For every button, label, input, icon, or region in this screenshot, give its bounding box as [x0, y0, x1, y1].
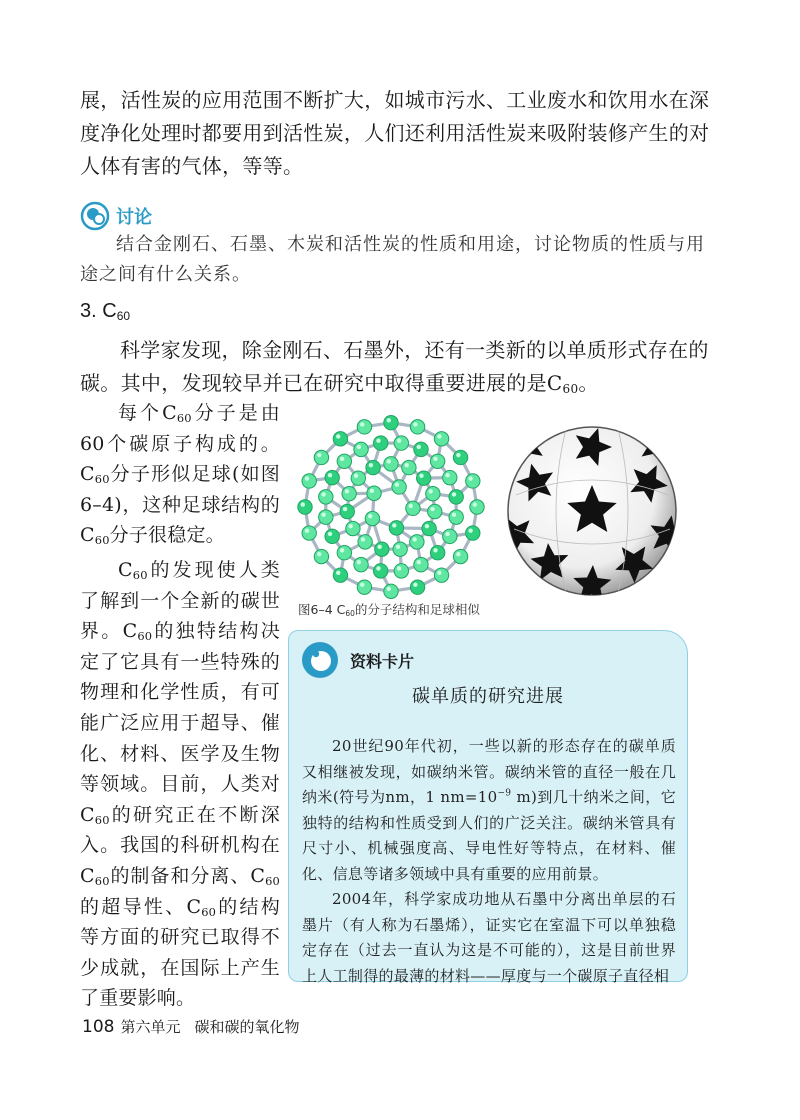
card-p1-b: m)到几十纳米之间，它独特的结构和性质受到人们的广泛关注。碳纳米管具有尺寸小、机械强度高、导电性好等特点，在材料、催化、信息等诸多领域中具有重要的应用前景。 — [302, 788, 676, 883]
p4-d: 的研究正在不断深入。我国的科研机构在C — [80, 803, 280, 887]
c60-atom-highlight — [354, 474, 358, 478]
c60-atom — [325, 529, 339, 543]
c60-atom-highlight — [369, 463, 373, 467]
c60-atom — [342, 486, 356, 500]
c60-atom — [357, 420, 371, 434]
c60-atom — [337, 546, 351, 560]
c60-atom — [393, 542, 407, 556]
c60-atom-highlight — [395, 482, 399, 486]
c60-atom — [406, 501, 420, 515]
c60-atom-highlight — [370, 489, 374, 493]
c60-atom-highlight — [317, 552, 321, 556]
c60-atom — [365, 511, 379, 525]
c60-atom — [384, 457, 398, 471]
c60-atom-highlight — [321, 513, 325, 517]
section-number: 3. — [80, 300, 97, 322]
c60-atom-highlight — [425, 524, 429, 528]
section-title: C — [102, 300, 117, 322]
c60-atom — [392, 480, 406, 494]
chapter-label: 第六单元 — [120, 1018, 181, 1036]
c60-atom-highlight — [357, 445, 361, 449]
p3-d: 分子很稳定。 — [109, 524, 225, 547]
discussion-icon — [80, 201, 110, 231]
info-card-paragraph-1 — [302, 734, 676, 887]
p4-e: 的制备和分离、C — [109, 864, 266, 887]
card-p1-sup: −9 — [497, 788, 512, 799]
c60-atom — [394, 436, 408, 450]
c60-atom — [414, 442, 428, 456]
c60-atom-highlight — [428, 489, 432, 493]
info-card-label: 资料卡片 — [350, 651, 415, 671]
p4-f-sub: 60 — [201, 904, 217, 919]
c60-atom — [416, 471, 430, 485]
section-heading — [80, 300, 130, 323]
page-footer — [82, 1016, 299, 1037]
c60-atom-highlight — [360, 583, 364, 587]
c60-atom — [443, 529, 457, 543]
p2-end: 。 — [578, 371, 599, 395]
left-column-text — [80, 398, 280, 1014]
c60-atom-highlight — [317, 453, 321, 457]
p2-text: 科学家发现，除金刚石、石墨外，还有一类新的以单质形式存在的碳。其中，发现较早并已在研究中取得重要进展的是C — [80, 338, 709, 395]
c60-atom-highlight — [376, 439, 380, 443]
c60-atom — [314, 450, 328, 464]
c60-atom — [410, 580, 424, 594]
c60-atom — [449, 510, 463, 524]
c60-atom-highlight — [377, 545, 381, 549]
section-title-subscript: 60 — [116, 309, 131, 323]
c60-atom-highlight — [305, 528, 309, 532]
c60-atom-highlight — [348, 524, 352, 528]
info-card-title: 碳单质的研究进展 — [412, 686, 564, 707]
c60-atom-highlight — [360, 422, 364, 426]
c60-atom-highlight — [343, 507, 347, 511]
c60-atom — [314, 549, 328, 563]
c60-atom-highlight — [396, 545, 400, 549]
paragraph-c60-research — [80, 555, 280, 1014]
p4-b: 的发现使人类了解到一个全新的碳世界。C — [80, 558, 280, 643]
c60-atom — [373, 564, 387, 578]
c60-atom — [302, 474, 316, 488]
c60-atom — [414, 557, 428, 571]
c60-atom — [351, 471, 365, 485]
c60-atom-highlight — [468, 528, 472, 532]
c60-atom — [470, 500, 484, 514]
c60-atom — [354, 442, 368, 456]
c60-atom — [373, 436, 387, 450]
c60-atom — [319, 510, 333, 524]
c60-atom-highlight — [404, 463, 408, 467]
c60-atom-highlight — [301, 502, 305, 506]
c60-atom-highlight — [340, 548, 344, 552]
c60-atom — [375, 542, 389, 556]
c60-atom — [430, 454, 444, 468]
p3-b: 分子是由60个碳原子构成的。C — [80, 402, 280, 486]
p3-b-sub: 60 — [94, 472, 110, 487]
c60-atom — [367, 486, 381, 500]
p4-c: 的独特结构决定了它具有一些特殊的物理和化学性质，有可能广泛应用于超导、催化、材料、医学及生物等领域。目前，人类对C — [80, 620, 280, 826]
c60-atom — [410, 535, 424, 549]
c60-atom-highlight — [433, 548, 437, 552]
c60-atom-highlight — [368, 514, 372, 518]
c60-atom — [434, 568, 448, 582]
c60-atom — [346, 521, 360, 535]
c60-atom — [319, 490, 333, 504]
c60-atom — [426, 486, 440, 500]
info-card-icon — [300, 640, 340, 680]
c60-atom-highlight — [336, 434, 340, 438]
c60-atom — [402, 460, 416, 474]
c60-atom-highlight — [345, 489, 349, 493]
c60-atom-highlight — [361, 537, 365, 541]
paragraph-c60-intro — [80, 334, 720, 400]
c60-atom-highlight — [376, 566, 380, 570]
caption-sub: 60 — [345, 608, 355, 618]
paragraph-intro: 展，活性炭的应用范围不断扩大，如城市污水、工业废水和饮用水在深度净化处理时都要用到活性炭，人们还利用活性炭来吸附装修产生的对人体有害的气体，等等。 — [80, 88, 710, 178]
c60-atom — [366, 460, 380, 474]
c60-atom — [466, 474, 480, 488]
caption-b: 的分子结构和足球相似 — [354, 602, 480, 617]
c60-atom-highlight — [392, 523, 396, 527]
p4-a-sub: 60 — [132, 567, 148, 582]
c60-atom — [389, 521, 403, 535]
c60-atom-highlight — [336, 571, 340, 575]
c60-atom — [394, 564, 408, 578]
p2-subscript: 60 — [562, 382, 579, 396]
discussion-title: 讨论 — [116, 207, 152, 228]
c60-atom-highlight — [417, 560, 421, 564]
discussion-text: 结合金刚石、石墨、木炭和活性炭的性质和用途，讨论物质的性质与用途之间有什么关系。 — [80, 234, 705, 285]
p4-f: 的超导性、C — [80, 895, 202, 918]
p4-b-sub: 60 — [137, 629, 153, 643]
c60-atom — [453, 549, 467, 563]
p4-g: 的结构等方面的研究已取得不少成就，在国际上产生了重要影响。 — [80, 895, 280, 1010]
c60-atom — [430, 546, 444, 560]
c60-atom — [410, 420, 424, 434]
c60-atom-highlight — [387, 418, 391, 422]
c60-atom-highlight — [387, 459, 391, 463]
caption-a: 图6–4 C — [298, 602, 346, 617]
c60-atom-highlight — [397, 566, 401, 570]
c60-atom-highlight — [445, 532, 449, 536]
p4-a: C — [118, 558, 133, 581]
c60-atom-highlight — [305, 476, 309, 480]
info-card-paragraph-2: 2004年，科学家成功地从石墨中分离出单层的石墨片（有人称为石墨烯），证实它在室温下可以单独稳定存在（过去一直认为这是不可能的），这是目前世界上人工制得的最薄的材料——厚度与一个碳原子直径相 — [302, 890, 676, 985]
p4-d-sub: 60 — [94, 873, 110, 888]
c60-atom-highlight — [437, 434, 441, 438]
c60-atom-highlight — [468, 476, 472, 480]
c60-atom-highlight — [328, 473, 332, 477]
p3-a: 每个C — [118, 402, 177, 424]
c60-atom — [466, 526, 480, 540]
c60-atom — [384, 584, 398, 598]
c60-atom-highlight — [413, 583, 417, 587]
c60-atom-highlight — [445, 473, 449, 477]
c60-atom — [443, 470, 457, 484]
c60-atom — [354, 557, 368, 571]
c60-atom-highlight — [419, 474, 423, 478]
c60-atom-highlight — [456, 552, 460, 556]
c60-atom-highlight — [387, 587, 391, 591]
c60-atom — [302, 526, 316, 540]
c60-atom — [453, 450, 467, 464]
c60-atom — [358, 535, 372, 549]
c60-atom — [449, 490, 463, 504]
c60-atom — [384, 416, 398, 430]
c60-atom-highlight — [413, 422, 417, 426]
c60-atom-highlight — [409, 504, 413, 508]
c60-atom-highlight — [452, 513, 456, 517]
chapter-title: 碳和碳的氧化物 — [194, 1018, 300, 1036]
p4-c-sub: 60 — [94, 812, 110, 827]
c60-atom — [357, 580, 371, 594]
soccer-ball-illustration — [506, 425, 678, 597]
c60-atom-highlight — [397, 439, 401, 443]
c60-molecule-illustration — [296, 412, 486, 602]
c60-atom-highlight — [473, 502, 477, 506]
c60-atom-highlight — [430, 507, 434, 511]
c60-atom-highlight — [456, 453, 460, 457]
c60-atom — [333, 432, 347, 446]
c60-atom — [325, 470, 339, 484]
paragraph-c60-structure — [80, 398, 280, 551]
c60-atom — [434, 432, 448, 446]
c60-atom-highlight — [412, 537, 416, 541]
c60-atom-highlight — [340, 457, 344, 461]
c60-atom — [333, 568, 347, 582]
c60-atom-highlight — [321, 492, 325, 496]
discussion-header — [80, 200, 152, 232]
c60-atom — [298, 500, 312, 514]
p3-a-sub: 60 — [176, 410, 192, 425]
c60-atom-highlight — [452, 492, 456, 496]
p3-c-sub: 60 — [94, 533, 110, 548]
info-card-header — [300, 640, 414, 680]
p3-c: 分子形似足球(如图6–4)，这种足球结构的C — [80, 463, 280, 547]
card-p1-a: 20世纪90年代初，一些以新的形态存在的碳单质又相继被发现，如碳纳米管。碳纳米管的直径一般在几纳米(符号为nm，1 nm=10 — [302, 737, 676, 806]
c60-atom-highlight — [357, 560, 361, 564]
c60-atom — [428, 504, 442, 518]
c60-atom-highlight — [433, 457, 437, 461]
c60-atom-highlight — [437, 571, 441, 575]
info-card-body — [302, 734, 676, 989]
c60-atom-highlight — [417, 445, 421, 449]
c60-atom — [337, 454, 351, 468]
p4-e-sub: 60 — [265, 873, 280, 888]
page-number: 108 — [82, 1017, 115, 1037]
c60-atom — [422, 521, 436, 535]
c60-atom-highlight — [328, 532, 332, 536]
figure-caption — [298, 600, 480, 618]
c60-atom — [340, 504, 354, 518]
